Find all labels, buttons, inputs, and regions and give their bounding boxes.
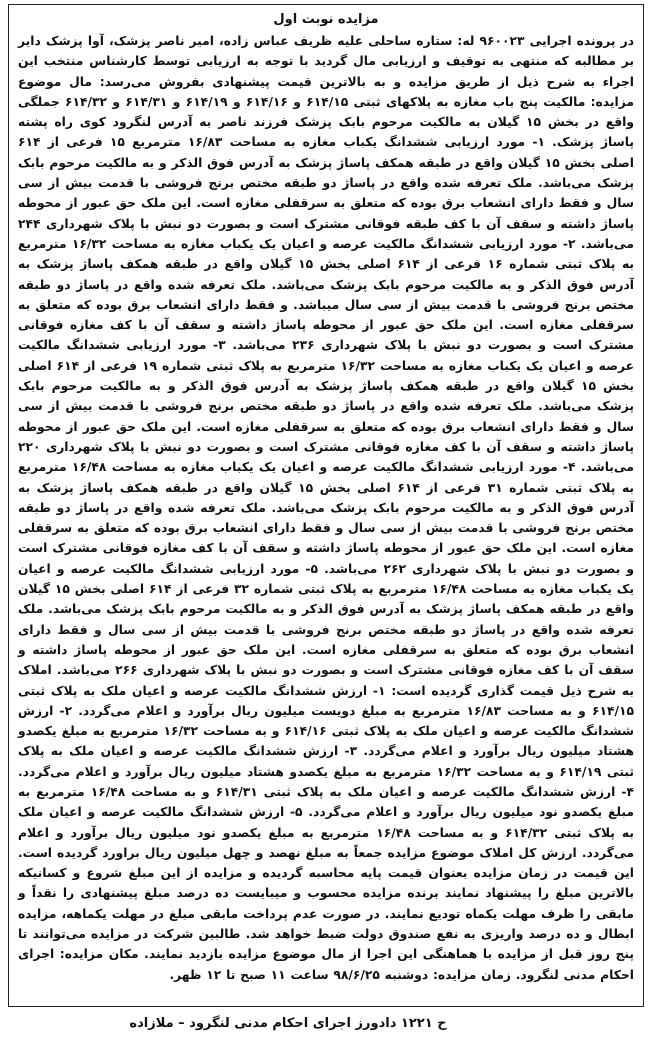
- notice-title: مزایده نوبت اول: [273, 12, 379, 27]
- notice-body: در پرونده اجرایی ۹۶۰۰۲۳ له: ستاره ساحلی علیه ظریف عباس زاده، امیر ناصر پزشک، آوا پزشک دایر بر مطالبه که منتهی به توقیف و ارزیابی مال گردید با توجه به ارزیابی توسط کارشناس منتخب این اجراء به شرح ذیل از طریق مزایده و به بالاترین قیمت پیشنهادی بفروش می‌رسد: مال موضوع مزایده: مالکیت پنج باب مغازه به پلاکهای ثبتی ۶۱۴/۱۵ و ۶۱۴/۱۶ و ۶۱۴/۱۹ و ۶۱۴/۳۱ و ۶۱۴/۳۲ جملگی واقع در بخش ۱۵ گیلان به مالکیت مرحوم بابک پزشک فرزند ناصر به آدرس لنگرود کوی راه پشته پاساژ پزشک. ۱- مورد ارزیابی ششدانگ یکباب مغازه به مساحت ۱۶/۸۳ مترمربع ۱۵ فرعی از ۶۱۴ اصلی بخش ۱۵ گیلان واقع در طبقه همکف پاساژ پزشک به آدرس فوق الذکر و به مالکیت مرحوم بابک پزشک می‌باشد. ملک تعرفه شده واقع در پاساژ دو طبقه مختص برنج فروشی با قدمت بیش از سی سال و فقط دارای انشعاب برق بوده که متعلق به سرقفلی مغازه است. این ملک حق عبور از محوطه پاساژ داشته و سقف آن با کف طبقه فوقانی مشترک است و بصورت دو نبش با پلاک شهرداری ۲۴۴ می‌باشد. ۲- مورد ارزیابی ششدانگ مالکیت عرصه و اعیان یک یکباب مغازه به مساحت ۱۶/۳۲ مترمربع به پلاک ثبتی شماره ۱۶ فرعی از ۶۱۴ اصلی بخش ۱۵ گیلان واقع در طبقه همکف پاساژ پزشک به آدرس فوق الذکر و به مالکیت مرحوم بابک پزشک می‌باشد. ملک تعرفه شده واقع در پاساژ دو طبقه مختص برنج فروشی با قدمت بیش از سی سال میباشد. و فقط دارای انشعاب برق بوده که متعلق به سرقفلی مغازه است. این ملک حق عبور از محوطه پاساژ داشته و سقف آن با کف مغازه فوقانی مشترک است و بصورت دو نبش با پلاک شهرداری ۲۳۶ می‌باشد. ۳- مورد ارزیابی ششدانگ مالکیت عرصه و اعیان یک یکباب مغازه به مساحت ۱۶/۳۲ مترمربع به پلاک ثبتی شماره ۱۹ فرعی از ۶۱۴ اصلی بخش ۱۵ گیلان واقع در طبقه همکف پاساژ پزشک به آدرس فوق الذکر و به مالکیت مرحوم بابک پزشک می‌باشد. ملک تعرفه شده واقع در پاساژ دو طبقه مختص برنج فروشی با قدمت بیش از سی سال و فقط دارای انشعاب برق بوده که متعلق به سرقفلی مغازه است. این ملک حق عبور از محوطه پاساژ داشته و سقف آن با کف مغازه فوقانی مشترک است و بصورت دو نبش با پلاک شهرداری ۲۲۰ می‌باشد. ۴- مورد ارزیابی ششدانگ مالکیت عرصه و اعیان یک یکباب مغازه به مساحت ۱۶/۴۸ مترمربع به پلاک ثبتی شماره ۳۱ فرعی از ۶۱۴ اصلی بخش ۱۵ گیلان واقع در طبقه همکف پاساژ پزشک به آدرس فوق الذکر و به مالکیت مرحوم بابک پزشک می‌باشد. ملک تعرفه شده واقع در پاساژ دو طبقه مختص برنج فروشی با قدمت بیش از سی سال و فقط دارای انشعاب برق بوده که متعلق به سرقفلی مغازه است. این ملک حق عبور از محوطه پاساژ داشته و سقف آن با کف مغازه فوقانی مشترک است و بصورت دو نبش با پلاک شهرداری ۲۶۲ می‌باشد. ۵- مورد ارزیابی ششدانگ مالکیت عرصه و اعیان یک یکباب مغازه به مساحت ۱۶/۴۸ مترمربع به پلاک ثبتی شماره ۳۲ فرعی از ۶۱۴ اصلی بخش ۱۵ گیلان واقع در طبقه همکف پاساژ پزشک به آدرس فوق الذکر و به مالکیت مرحوم بابک پزشک می‌باشد. ملک تعرفه شده واقع در پاساژ دو طبقه مختص برنج فروشی با قدمت بیش از سی سال و فقط دارای انشعاب برق بوده که متعلق به سرقفلی مغازه است. این ملک حق عبور از محوطه پاساژ داشته و سقف آن با کف مغازه فوقانی مشترک است و بصورت دو نبش با پلاک شهرداری ۲۶۶ می‌باشد. املاک به شرح ذیل قیمت گذاری گردیده است: ۱- ارزش ششدانگ مالکیت عرصه و اعیان ملک به پلاک ثبتی ۶۱۴/۱۵ و به مساحت ۱۶/۸۳ مترمربع به مبلغ دویست میلیون ریال برآورد و اعلام می‌گردد. ۲- ارزش ششدانگ مالکیت عرصه و اعیان ملک به پلاک ثبتی ۶۱۴/۱۶ و به مساحت ۱۶/۳۲ مترمربع به مبلغ یکصدو هشتاد میلیون ریال برآورد و اعلام می‌گردد. ۳- ارزش ششدانگ مالکیت عرصه و اعیان ملک به پلاک ثبتی ۶۱۴/۱۹ و به مساحت ۱۶/۳۲ مترمربع به مبلغ یکصدو هشتاد میلیون ریال برآورد و اعلام می‌گردد. ۴- ارزش ششدانگ مالکیت عرصه و اعیان ملک به پلاک ثبتی ۶۱۴/۳۱ و به مساحت ۱۶/۴۸ مترمربع به مبلغ یکصدو نود میلیون ریال برآورد و اعلام می‌گردد. ۵- ارزش ششدانگ مالکیت عرصه و اعیان ملک به پلاک ثبتی ۶۱۴/۳۲ و به مساحت ۱۶/۴۸ مترمربع به مبلغ یکصدو نود میلیون ریال برآورد و اعلام می‌گردد. ارزش کل املاک موضوع مزایده جمعاً به مبلغ نهصد و چهل میلیون ریال براورد گردیده است. این قیمت در زمان مزایده بعنوان قیمت پایه محاسبه گردیده و مزایده از این مبلغ شروع و کسانیکه بالاترین مبلغ را پیشنهاد نمایند برنده مزایده محسوب و میبایست ده درصد مبلغ پیشنهادی را نقداً و مابقی را ظرف مهلت یکماه تودیع نمایند. در صورت عدم پرداخت مابقی مبلغ در مهلت یکماهه، مزایده ابطال و ده درصد واریزی به نفع صندوق دولت ضبط خواهد شد. طالبین شرکت در مزایده می‌توانند تا پنج روز قبل از مزایده با هماهنگی این اجرا از مال موضوع مزایده بازدید نمایند. مکان مزایده: اجرای احکام مدنی لنگرود. زمان مزایده: دوشنبه ۹۸/۶/۲۵ ساعت ۱۱ صبح تا ۱۲ ظهر.: [18, 34, 635, 982]
- notice-footer-signature: ح ۱۲۲۱ دادورز اجرای احکام مدنی لنگرود – ملازاده: [129, 1016, 447, 1031]
- auction-notice-box: [8, 4, 644, 1007]
